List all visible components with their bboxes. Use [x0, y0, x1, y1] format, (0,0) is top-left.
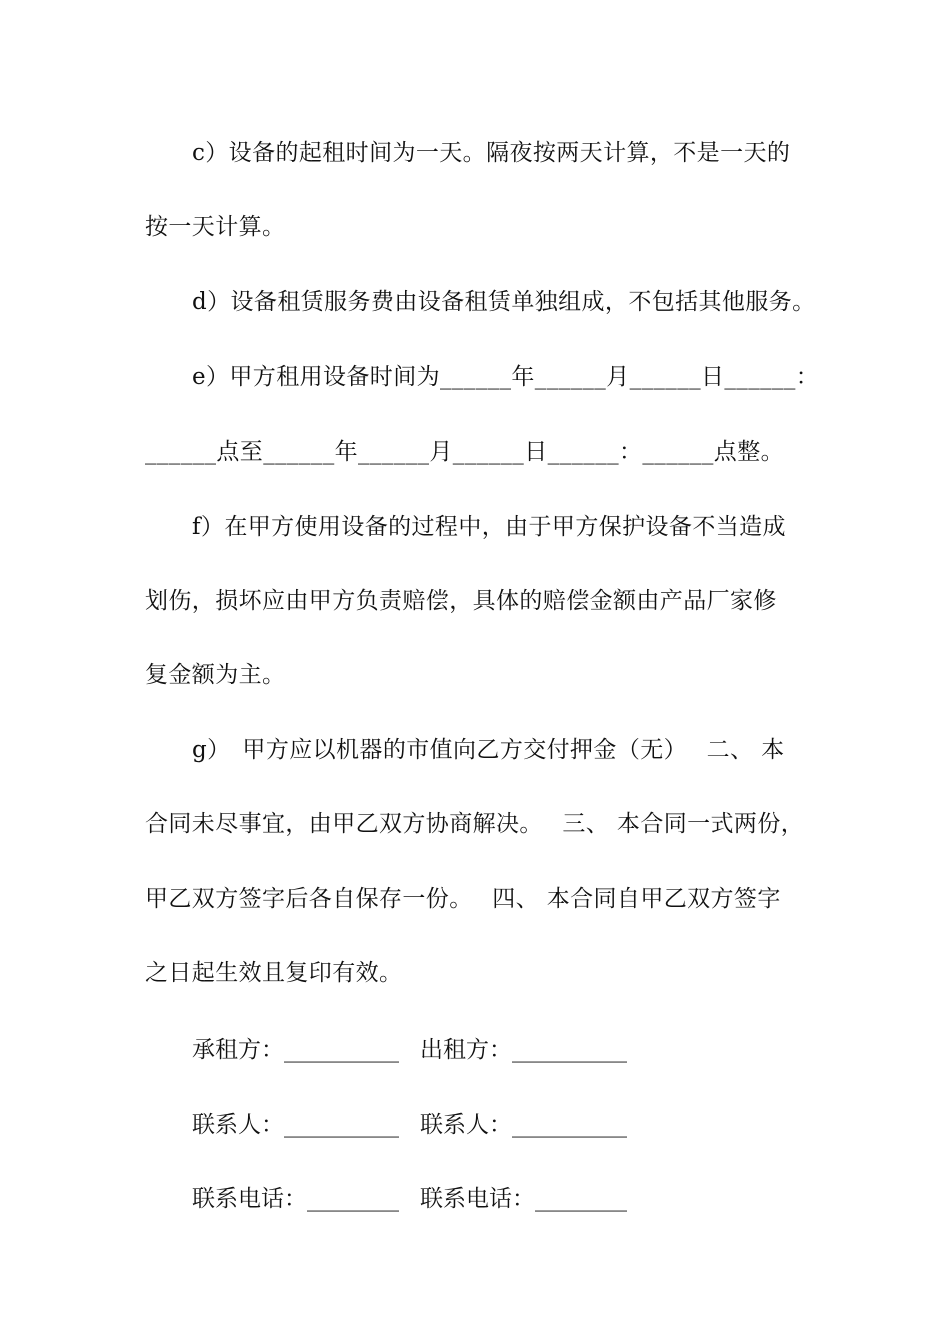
paragraph-g-line-1	[192, 735, 812, 765]
paragraph-f-line-1	[192, 512, 812, 542]
paragraph-f-line-2	[145, 586, 810, 616]
lessee-contact: 联系人：__________	[192, 1112, 399, 1138]
text-line: 复金额为主。	[145, 662, 286, 688]
lessee-phone: 联系电话：________	[192, 1186, 399, 1212]
text-line: d）设备租赁服务费由设备租赁单独组成，不包括其他服务。	[192, 289, 816, 315]
text-line: c）设备的起租时间为一天。隔夜按两天计算，不是一天的	[192, 140, 791, 166]
text-line: 划伤，损坏应由甲方负责赔偿，具体的赔偿金额由产品厂家修	[145, 588, 777, 614]
paragraph-e-line-2	[145, 437, 810, 467]
paragraph-c-line-1	[192, 138, 808, 168]
lessor-contact: 联系人：__________	[420, 1112, 627, 1138]
text-line: g） 甲方应以机器的市值向乙方交付押金（无） 二、 本	[192, 737, 785, 763]
text-line: e）甲方租用设备时间为______年______月______日______：	[192, 364, 820, 390]
text-line: 合同未尽事宜，由甲乙双方协商解决。 三、 本合同一式两份，	[145, 811, 805, 837]
paragraph-f-line-3	[145, 660, 810, 690]
lessee-signature: 承租方：__________	[192, 1037, 399, 1063]
text-line: f）在甲方使用设备的过程中，由于甲方保护设备不当造成	[192, 514, 786, 540]
text-line: 甲乙双方签字后各自保存一份。 四、 本合同自甲乙双方签字	[145, 886, 781, 912]
paragraph-c-line-2	[145, 212, 810, 242]
lessor-signature: 出租方：__________	[420, 1037, 627, 1063]
paragraph-g-line-3	[145, 884, 810, 914]
paragraph-g-line-2	[145, 809, 810, 839]
paragraph-g-line-4	[145, 958, 810, 988]
paragraph-e-line-1	[192, 362, 820, 392]
text-line: 之日起生效且复印有效。	[145, 960, 403, 986]
lessor-phone: 联系电话：________	[420, 1186, 627, 1212]
text-line: ______点至______年______月______日______：______点整。	[145, 439, 784, 465]
text-line: 按一天计算。	[145, 214, 286, 240]
paragraph-d	[192, 287, 816, 317]
